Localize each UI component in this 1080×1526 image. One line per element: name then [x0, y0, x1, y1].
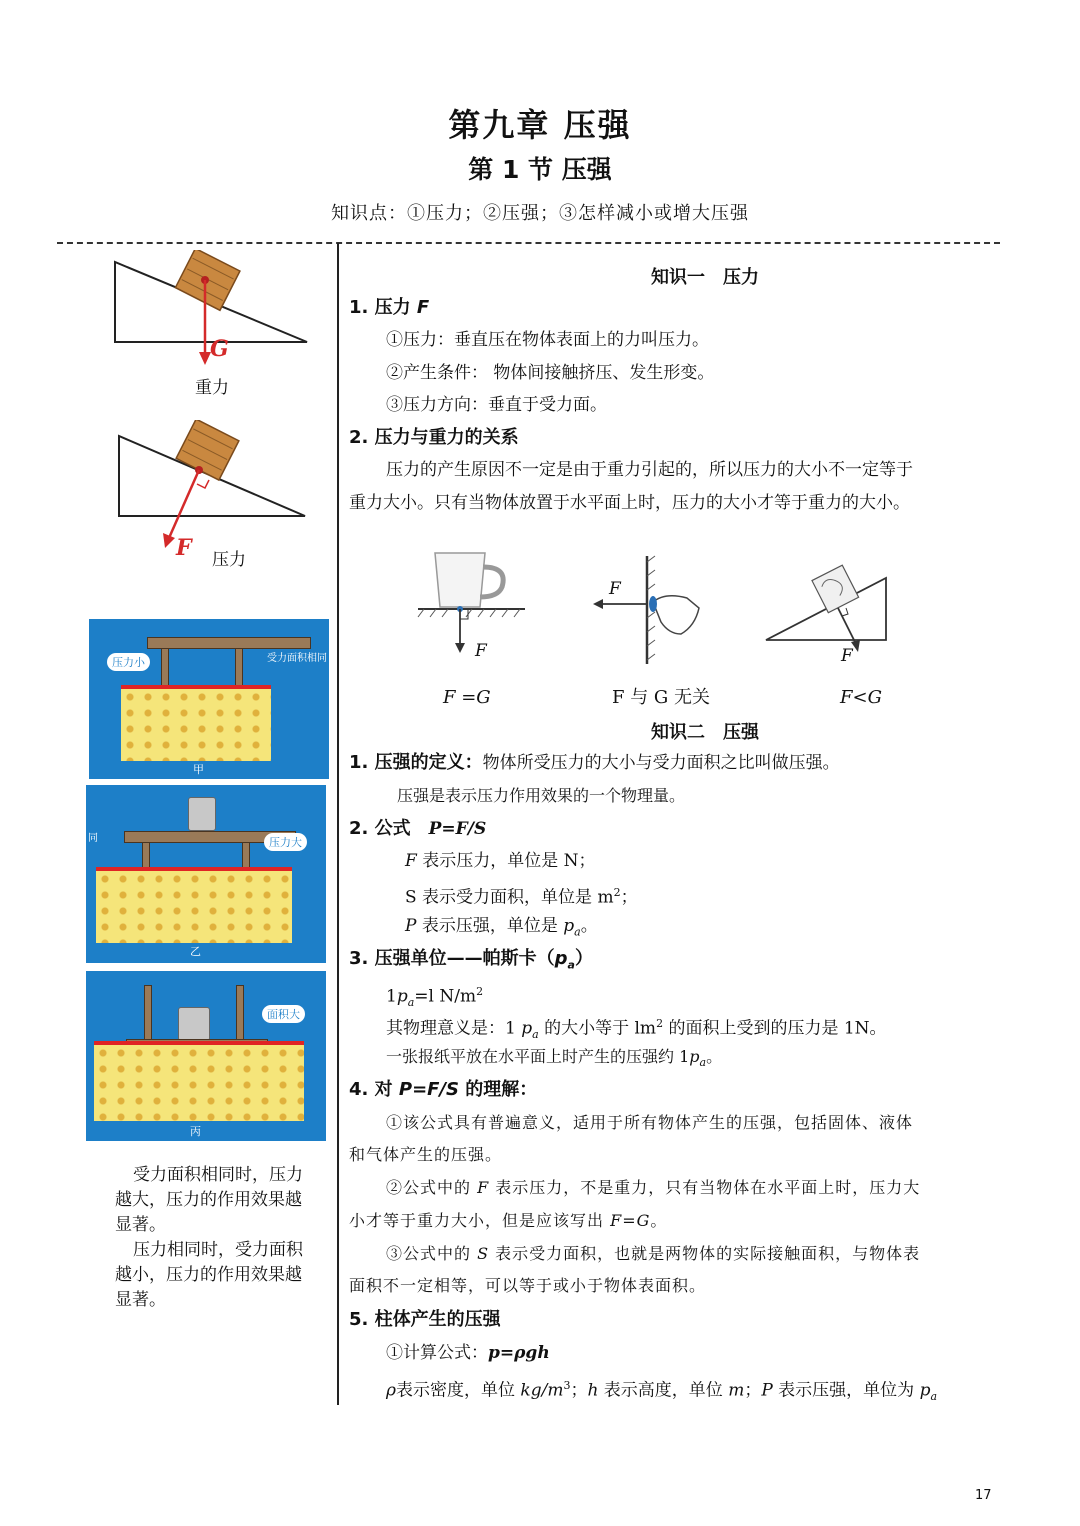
formula-title: 2. 公式 P=F/S: [349, 818, 487, 839]
heading-knowledge-2: 知识二 压强: [651, 722, 759, 743]
panel-note: 同: [88, 833, 98, 844]
panel-tag: 压力大: [264, 833, 307, 851]
s1-line-3: ③压力方向：垂直于受力面。: [386, 395, 607, 415]
unit-line-2: 其物理意义是：1 $p_a$ 的大小等于 $lm^2$ 的面积上受到的压力是 1N。: [386, 1017, 887, 1042]
pressure-incline-figure: [105, 420, 325, 555]
caption-unrelated: F 与 G 无关: [612, 687, 711, 708]
sponge-panel-jia: [89, 619, 329, 779]
note-line: 越小，压力的作用效果越: [115, 1265, 302, 1285]
panel-caption: 甲: [193, 763, 204, 776]
sponge-panel-bing: [86, 971, 326, 1141]
slope-force-label: F: [841, 646, 853, 666]
panel-tag: 压力小: [107, 653, 150, 671]
unit-title: 3. 压强单位——帕斯卡$(p_a)$: [349, 948, 593, 972]
pressure-label: 压力: [212, 550, 246, 570]
cup-force-label: F: [475, 641, 487, 661]
s2-line-2: 重力大小。只有当物体放置于水平面上时，压力的大小才等于重力的大小。: [349, 493, 910, 513]
understanding-title: 4. 对 P=F/S 的理解：: [349, 1079, 538, 1100]
understanding-line-3: ②公式中的 F 表示压力，不是重力，只有当物体在水平面上时，压力大: [386, 1178, 921, 1197]
panel-caption: 丙: [190, 1125, 201, 1138]
s1-line-2: ②产生条件： 物体间接触挤压、发生形变。: [386, 363, 715, 383]
understanding-line-2: 和气体产生的压强。: [349, 1145, 503, 1164]
formula-line-1: F 表示压力，单位是 N；: [405, 851, 596, 871]
s1-title: 1. 压力 F: [349, 297, 430, 318]
page-number: 17: [975, 1488, 992, 1503]
unit-line-1: $1p_a=l$ $N/m^2$: [386, 985, 484, 1010]
understanding-line-6: 面积不一定相等，可以等于或小于物体表面积。: [349, 1276, 707, 1295]
understanding-line-5: ③公式中的 S 表示受力面积，也就是两物体的实际接触面积，与物体表: [386, 1244, 921, 1263]
understanding-line-4: 小才等于重力大小，但是应该写出 F=G。: [349, 1211, 668, 1230]
knowledge-points: 知识点：①压力；②压强；③怎样减小或增大压强: [331, 203, 749, 224]
column-divider: [337, 243, 339, 1405]
definition-sub: 压强是表示压力作用效果的一个物理量。: [397, 786, 686, 805]
s1-line-1: ①压力：垂直压在物体表面上的力叫压力。: [386, 330, 709, 350]
panel-tag: 面积大: [262, 1005, 305, 1023]
column-pressure-line-2: ρ表示密度，单位 $kg/m^3$；h 表示高度，单位 m；P 表示压强，单位为 $p_a$: [386, 1379, 938, 1404]
column-pressure-line-1: ①计算公式：p=ρgh: [386, 1343, 550, 1363]
panel-note: 受力面积相同: [267, 653, 327, 664]
pressure-symbol: F: [176, 535, 192, 561]
note-line: 显著。: [115, 1215, 166, 1235]
dashed-divider: [57, 242, 1000, 244]
caption-equal: F =G: [443, 687, 491, 708]
left-note: [115, 1163, 315, 1313]
wall-force-label: F: [609, 579, 621, 599]
s2-line-1: 压力的产生原因不一定是由于重力引起的，所以压力的大小不一定等于: [386, 460, 913, 480]
formula-line-3: P 表示压强，单位是 $p_a$。: [405, 916, 598, 939]
note-line: 显著。: [115, 1290, 166, 1310]
column-pressure-title: 5. 柱体产生的压强: [349, 1309, 501, 1330]
note-line: 越大，压力的作用效果越: [115, 1190, 302, 1210]
gravity-label: 重力: [195, 378, 229, 398]
unit-line-3: 一张报纸平放在水平面上时产生的压强约 $1p_a$。: [386, 1047, 723, 1070]
hand-on-wall-figure: [585, 552, 715, 672]
chapter-title: 第九章 压强: [448, 106, 632, 144]
panel-caption: 乙: [190, 945, 201, 958]
sponge-panel-yi: [86, 785, 326, 963]
definition-line: 1. 压强的定义：物体所受压力的大小与受力面积之比叫做压强。: [349, 752, 840, 773]
understanding-line-1: ①该公式具有普遍意义，适用于所有物体产生的压强，包括固体、液体: [386, 1113, 914, 1132]
note-line: 受力面积相同时，压力: [133, 1165, 303, 1185]
gravity-symbol: G: [210, 336, 229, 362]
s2-title: 2. 压力与重力的关系: [349, 427, 519, 448]
slope-paper-figure: [760, 562, 895, 662]
formula-line-2: S 表示受力面积，单位是 $m^2$；: [405, 886, 638, 908]
heading-knowledge-1: 知识一 压力: [651, 267, 759, 288]
caption-less: F<G: [840, 687, 882, 708]
section-title: 第 1 节 压强: [468, 155, 612, 184]
note-line: 压力相同时，受力面积: [133, 1240, 303, 1260]
